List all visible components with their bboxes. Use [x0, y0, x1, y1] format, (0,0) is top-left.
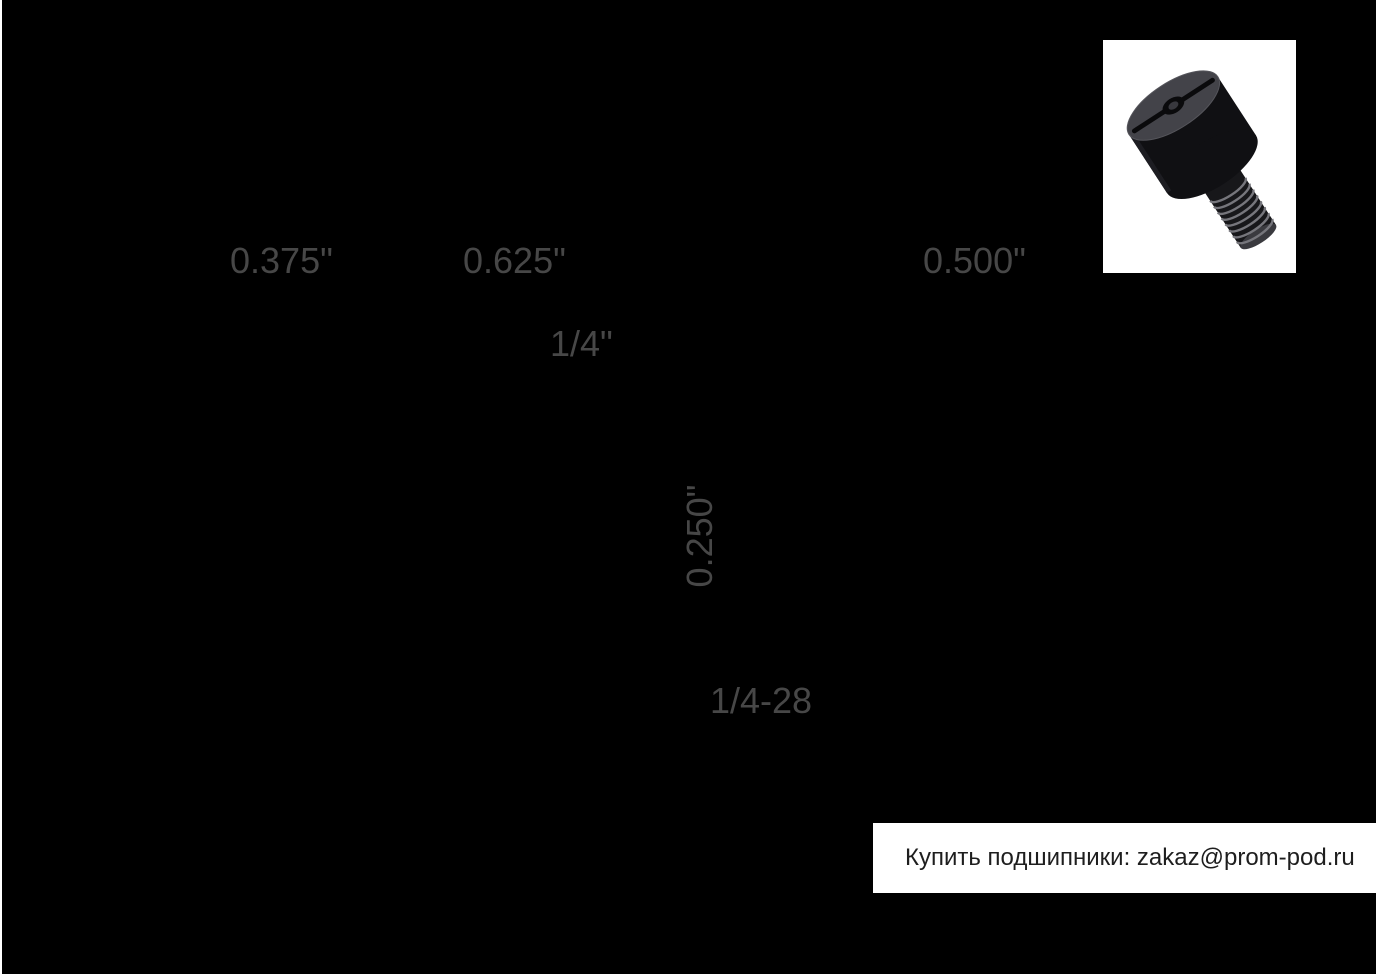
dim-label-quarter-inch: 1/4" [550, 323, 613, 364]
dim-label-0500: 0.500" [923, 240, 1026, 281]
dim-label-0625: 0.625" [463, 240, 566, 281]
cam-follower-bearing-image [1103, 40, 1296, 273]
contact-banner-text: Купить подшипники: zakaz@prom-pod.ru [905, 844, 1355, 871]
contact-banner [873, 823, 1376, 893]
dim-label-0250-vertical: 0.250" [679, 484, 720, 588]
dim-label-thread-spec: 1/4-28 [710, 680, 813, 721]
left-edge-line [0, 0, 2, 974]
bearing-3d-render [1116, 57, 1296, 271]
product-photo [1103, 40, 1296, 273]
dim-label-0375: 0.375" [230, 240, 333, 281]
